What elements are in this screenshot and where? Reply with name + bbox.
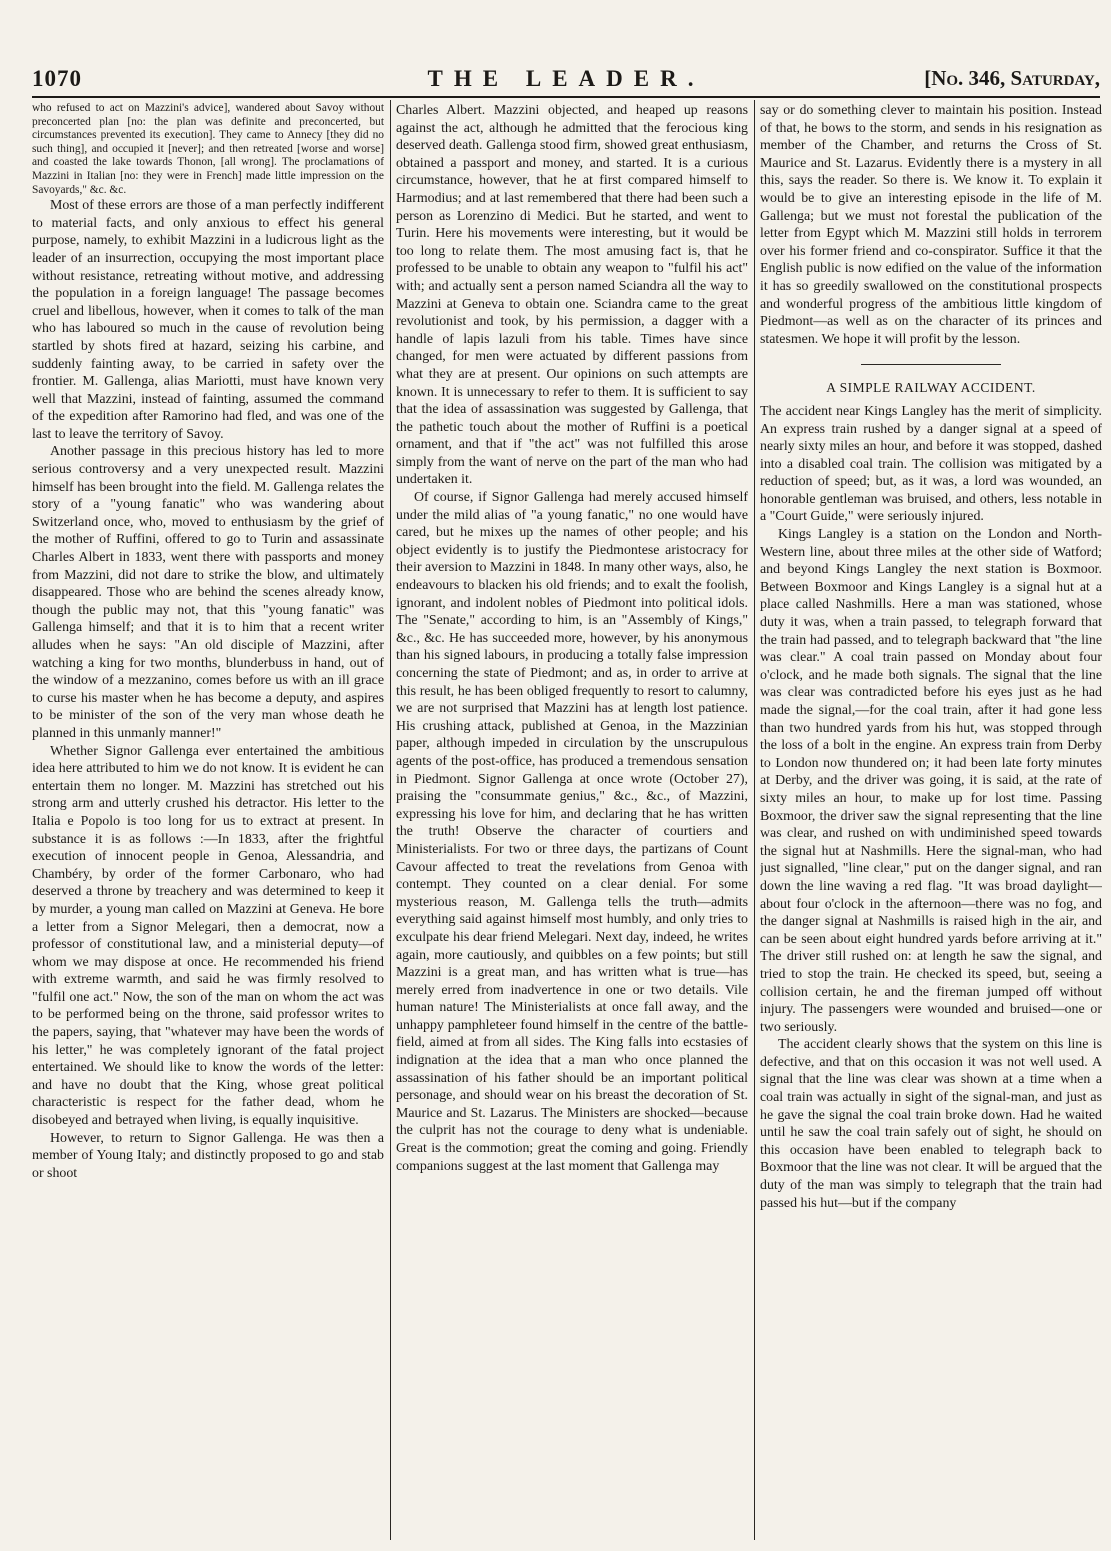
- article-paragraph: say or do something clever to maintain his position. Instead of that, he bows to the storm, and sends in his resignation as member of the Chamber, and returns the Cross of St. Maurice and St. Lazarus. Evidently there is a mystery in all this, says the reader. So there is. We know it. To explain it would be to give an interesting episode in the life of M. Gallenga; but we must not forestal the publication of the letter from Egypt which M. Mazzini still holds in terrorem over his former friend and co-conspirator. Suffice it that the English public is now edified on the value of the information it has so greedily swallowed on the constitutional prospects and wonderful progress of the ambitious little kingdom of Piedmont—as well as on the character of its princes and statesmen. We hope it will profit by the lesson.: [760, 103, 1102, 347]
- column-3: [760, 102, 1102, 1542]
- article-paragraph: However, to return to Signor Gallenga. He was then a member of Young Italy; and distinctly proposed to go and stab or shoot: [32, 1130, 384, 1181]
- column-rule: [390, 100, 391, 1540]
- article-paragraph: Of course, if Signor Gallenga had merely accused himself under the mild alias of "a young fanatic," no one would have cared, but he mixes up the names of other people; and his object evidently is to justify the Piedmontese aristocracy for their aversion to Mazzini in 1848. In many other ways, also, he endeavours to blacken his old friends; and to exalt the foolish, ignorant, and indolent nobles of Piedmont into political idols. The "Senate," according to him, is an "Assembly of Kings," &c., &c. He has succeeded more, however, by his anonymous than his signed labours, in producing a totally false impression concerning the state of Piedmont; and as, in order to arrive at this result, he has been obliged frequently to resort to calumny, we are not surprised that Mazzini has at length lost patience. His crushing attack, published at Genoa, in the Mazzinian paper, although impeded in circulation by the unscrupulous agents of the post-office, has produced a tremendous sensation in Piedmont. Signor Gallenga at once wrote (October 27), praising the "consummate genius," &c., &c., of Mazzini, expressing his love for him, and declaring that he has written the truth! Observe the character of courtiers and Ministerialists. For two or three days, the partizans of Count Cavour affected to treat the revelations from Genoa with contempt. They counted on a clear denial. For some mysterious reason, M. Gallenga tells the truth—admits everything said against himself most humbly, and only tries to exculpate his dear friend Melegari. Next day, indeed, he writes again, more cautiously, and quibbles on a few points; but still Mazzini is a great man, and has written what is true—has merely erred from inadvertence in one or two details. Vile human nature! The Ministerialists at once fall away, and the unhappy pamphleteer found himself in the centre of the battle-field, aimed at from all sides. The King falls into ecstasies of indignation at the idea that a man who once planned the assassination of his father should be an important political personage, and should wear on his breast the decoration of St. Maurice and St. Lazarus. The Ministers are shocked—because the culprit has not the courage to deny what is undeniable. Great is the commotion; great the coming and going. Friendly companions suggest at the last moment that Gallenga may: [396, 490, 748, 1174]
- article-heading: A SIMPLE RAILWAY ACCIDENT.: [826, 380, 1036, 396]
- newspaper-title: THE LEADER.: [427, 66, 705, 91]
- issue-label: [No. 346, Saturday,: [924, 66, 1100, 90]
- article-paragraph: The accident near Kings Langley has the merit of simplicity. An express train rushed by a danger signal at a speed of nearly sixty miles an hour, and before it was stopped, dashed into a disabled coal train. The collision was mitigated by a reduction of speed; but, as it was, a lord was wounded, an honorable gentleman was bruised, and others, less notable in a "Court Guide," were seriously injured.: [760, 403, 1102, 525]
- section-divider: [861, 364, 1001, 365]
- article-paragraph: Another passage in this precious history has led to more serious controversy and a very unexpected result. Mazzini himself has been brought into the field. M. Gallenga relates the story of a "young fanatic" who was wandering about Switzerland once, who, moved to enthusiasm by the grief of the mother of Ruffini, offered to go to Turin and assassinate Charles Albert in 1833, went there with passports and money from Mazzini, did not dare to strike the blow, and ultimately disappeared. Those who are behind the scenes already know, though the public may not, that this "young fanatic" was Gallenga himself; and that it is to him that a recent writer alludes when he says: "An old disciple of Mazzini, after watching a king for two months, blunderbuss in hand, out of the window of a mezzanino, comes before us with an ill grace to curse his master when he has become a deputy, and aspires to be minister of the son of the very man whose death he planned in this unmanly manner!": [32, 444, 384, 741]
- article-paragraph: Charles Albert. Mazzini objected, and heaped up reasons against the act, although he admitted that the ferocious king deserved death. Gallenga stood firm, showed great enthusiasm, obtained a passport and money, and started. It is a curious circumstance, however, that he at first compared himself to Harmodius; and at last remembered that there had been such a person as Lorenzino di Medici. But he started, and went to Turin. Here his movements were interesting, but it would be too long to relate them. The most amusing fact is, that he professed to be unable to obtain any weapon to "fulfil his act" with; and actually sent a person named Sciandra all the way to Mazzini at Geneva to obtain one. Sciandra came to the great revolutionist and took, by his permission, a dagger with a handle of lapis lazuli from his table. Times have since changed, for men were actuated by different passions from what they are at present. Our opinions on such attempts are known. It is unnecessary to refer to them. It is sufficient to say that the idea of assassination was suggested by Gallenga, that the pathetic touch about the mother of Ruffini is a poetical ornament, and that if "the act" was not fulfilled this arose simply from the want of nerve on the part of the man who had undertaken it.: [396, 103, 748, 488]
- article-paragraph: The accident clearly shows that the system on this line is defective, and that on this occasion it was not well used. A signal that the line was clear was shown at a time when a coal train was actually in sight of the signal-man, and just as he gave the signal the coal train broke down. Had he waited until he saw the coal train safely out of sight, he should on this occasion have been enabled to telegraph back to Boxmoor that the line was not clear. It will be argued that the duty of the man was simply to telegraph that the train had passed his hut—but if the company: [760, 1037, 1102, 1211]
- article-paragraph: Whether Signor Gallenga ever entertained the ambitious idea here attributed to him we do not know. It is evident he can entertain them no longer. M. Mazzini has stretched out his strong arm and utterly crushed his detractor. His letter to the Italia e Popolo is too long for us to extract at present. In substance it is as follows :—In 1833, after the frightful execution of innocent people in Genoa, Alessandria, and Chambéry, by order of the former Carbonaro, who had deserved a throne by treachery and was determined to keep it by murder, a young man called on Mazzini at Geneva. He bore a letter from a Signor Melegari, then a democrat, now a professor of constitutional law, and a ministerial deputy—of whom we may dispose at once. He recommended his friend with extreme warmth, and said he was firmly resolved to "fulfil one act." Now, the son of the man on whom the act was to be performed being on the throne, said professor writes to the papers, saying, that "whatever may have been the words of his letter," he was completely ignorant of the fatal project entertained. We should like to know the words of the letter: and have no doubt that the King, whose great political characteristic is respect for the father dead, whom he disobeyed and betrayed when living, is equally inquisitive.: [32, 743, 384, 1129]
- page-number: 1070: [32, 66, 82, 91]
- article-paragraph: Kings Langley is a station on the London and North-Western line, about three miles at the other side of Watford; and beyond Kings Langley the next station is Boxmoor. Between Boxmoor and Kings Langley is a signal hut at a place called Nashmills. Here a man was stationed, whose duty it was, when a train passed, to telegraph forward that the train had passed, and to telegraph backward that "the line was clear." A coal train passed on Monday about four o'clock, and he made both signals. The signal that the line was clear was contradicted before his eyes just as he had made the signal,—for the coal train, after it had gone less than two hundred yards from his hut, was stopped through the loss of a bolt in the engine. An express train from Derby to London now thundered on; it had been late forty minutes at Derby, and the driver was going, it is said, at the rate of sixty miles an hour, to make up for lost time. Passing Boxmoor, the driver saw the signal representing that the line was clear, and rushed on with undiminished speed towards the signal hut at Nashmills. Here the signal-man, who had just signalled, "line clear," put on the danger signal, and ran down the line waving a red flag. "It was broad daylight—about four o'clock in the afternoon—there was no fog, and the danger signal at Nashmills is raised high in the air, and can be seen about eight hundred yards before arriving at it." The driver still rushed on: at length he saw the signal, and tried to stop the train. He checked its speed, but, seeing a collision certain, he and the fireman jumped off without injury. The passengers were wounded and bruised—one or two seriously.: [760, 527, 1102, 1035]
- column-2: [396, 102, 748, 1542]
- column-1: [32, 102, 384, 1542]
- quoted-excerpt: who refused to act on Mazzini's advice], wandered about Savoy without preconcerted plan [no: the plan was definite and preconcerted, but circumstances prevented its execution]. They came to Annecy [they did no such thing], and occupied it [never]; and then retreated [worse and worse] and coasted the lake towards Thonon, [all wrong]. The proclamations of Mazzini in Italian [no: they were in French] made little impression on the Savoyards," &c. &c.: [32, 102, 384, 196]
- article-paragraph: Most of these errors are those of a man perfectly indifferent to material facts, and only anxious to effect his general purpose, namely, to exhibit Mazzini in a ludicrous light as the leader of an insurrection, occupying the most important place without resistance, retreating without motive, and addressing the population in a foreign language! The passage becomes cruel and libellous, however, when it comes to talk of the man who has laboured so much in the cause of revolution being startled by shots fired at hazard, seizing his carbine, and suddenly fainting away, to be carried in safety over the frontier. M. Gallenga, alias Mariotti, must have known very well that Mazzini, instead of fainting, assumed the command of the expedition after Ramorino had fled, and was one of the last to leave the territory of Savoy.: [32, 198, 384, 442]
- column-rule: [754, 100, 755, 1540]
- masthead: [32, 62, 1100, 98]
